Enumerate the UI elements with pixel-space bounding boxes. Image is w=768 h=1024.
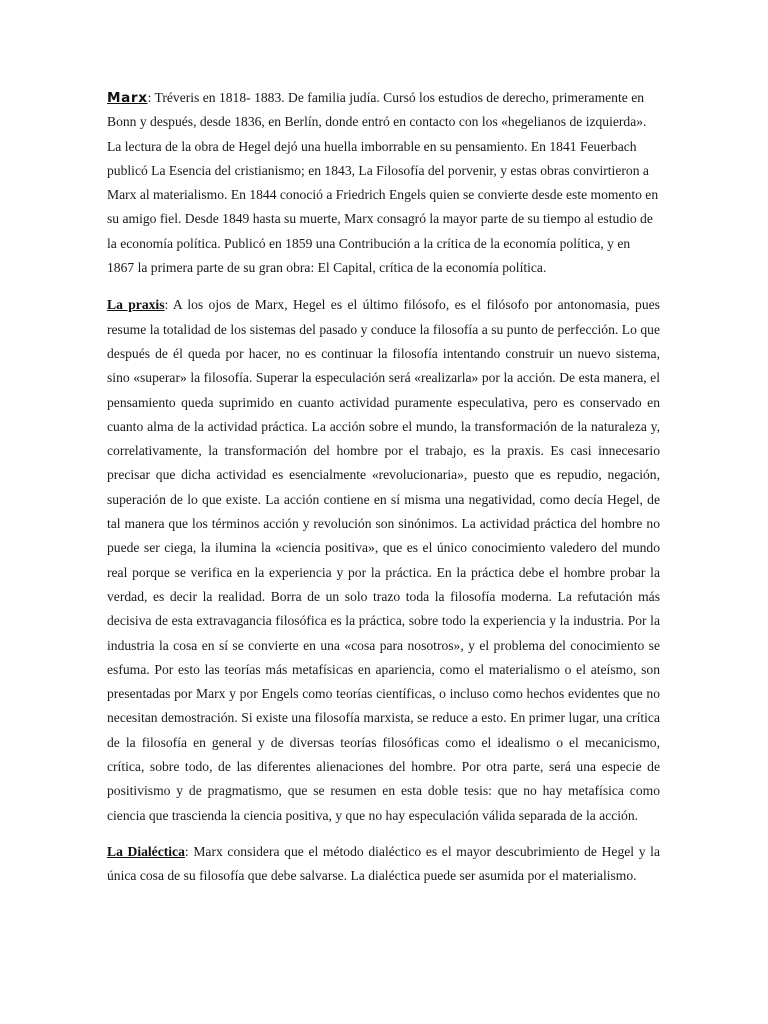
document-body [107,86,660,901]
section-heading-praxis: La praxis [107,297,165,313]
heading-separator: : [184,843,194,859]
section-heading-dialectica: La Dialéctica [107,843,185,859]
paragraph-text-marx: Tréveris en 1818- 1883. De familia judía. Cursó los estudios de derecho, primeramente en Bonn y después, desde 1836, en Berlín, donde entró en contacto con los «hegelianos de izquierda». La lectura de la obra de Hegel dejó una huella imborrable en su pensamiento. En 1841 Feuerbach publicó La Esencia del cristianismo; en 1843, La Filosofía del porvenir, y estas obras convirtieron a Marx al materialismo. En 1844 conoció a Friedrich Engels quien se convierte desde este momento en su amigo fiel. Desde 1849 hasta su muerte, Marx consagró la mayor parte de su tiempo al estudio de la economía política. Publicó en 1859 una Contribución a la crítica de la economía política, y en 1867 la primera parte de su gran obra: El Capital, crítica de la economía política. [107,90,659,276]
paragraph-praxis [107,293,660,828]
paragraph-marx [107,86,660,280]
heading-separator: : [164,297,173,313]
paragraph-text-dialectica: Marx considera que el método dialéctico es el mayor descubrimiento de Hegel y la única cosa de su filosofía que debe salvarse. La dialéctica puede ser asumida por el materialismo. [107,843,660,884]
paragraph-text-praxis: A los ojos de Marx, Hegel es el último filósofo, es el filósofo por antonomasia, pues resume la totalidad de los sistemas del pasado y conduce la filosofía a su punto de perfección. Lo que después de él queda por hacer, no es continuar la filosofía intentando construir un nuevo sistema, sino «superar» la filosofía. Superar la especulación será «realizarla» por la acción. De esta manera, el pensamiento queda suprimido en cuanto actividad puramente especulativa, pero es conservado en cuanto alma de la actividad práctica. La acción sobre el mundo, la transformación de la naturaleza y, correlativamente, la transformación del hombre por el trabajo, es la praxis. Es casi innecesario precisar que dicha actividad es esencialmente «revolucionaria», puesto que es repudio, negación, superación de lo que existe. La acción contiene en sí misma una negatividad, como decía Hegel, de tal manera que los términos acción y revolución son sinónimos. La actividad práctica del hombre no puede ser ciega, la ilumina la «ciencia positiva», que es el único conocimiento valedero del mundo real porque se verifica en la experiencia y por la práctica. En la práctica debe el hombre probar la verdad, es decir la realidad. Borra de un solo trazo toda la filosofía moderna. La refutación más decisiva de esta extravagancia filosófica es la práctica, sobre todo la experiencia y la industria. Por la industria la cosa en sí se convierte en una «cosa para nosotros», y el problema del conocimiento se esfuma. Por esto las teorías más metafísicas en apariencia, como el materialismo o el ateísmo, son presentadas por Marx y por Engels como teorías científicas, o incluso como hechos evidentes que no necesitan demostración. Si existe una filosofía marxista, se reduce a esto. En primer lugar, una crítica de la filosofía en general y de diversas teorías filosóficas como el idealismo o el mecanicismo, crítica, sobre todo, de las diferentes alienaciones del hombre. Por otra parte, será una especie de positivismo y de pragmatismo, que se resumen en esta doble tesis: que no hay metafísica como ciencia que trascienda la ciencia positiva, y que no hay especulación válida separada de la acción. [107,297,660,823]
heading-separator: : [147,90,155,105]
paragraph-dialectica [107,840,660,889]
section-heading-marx: Marx [107,90,148,106]
